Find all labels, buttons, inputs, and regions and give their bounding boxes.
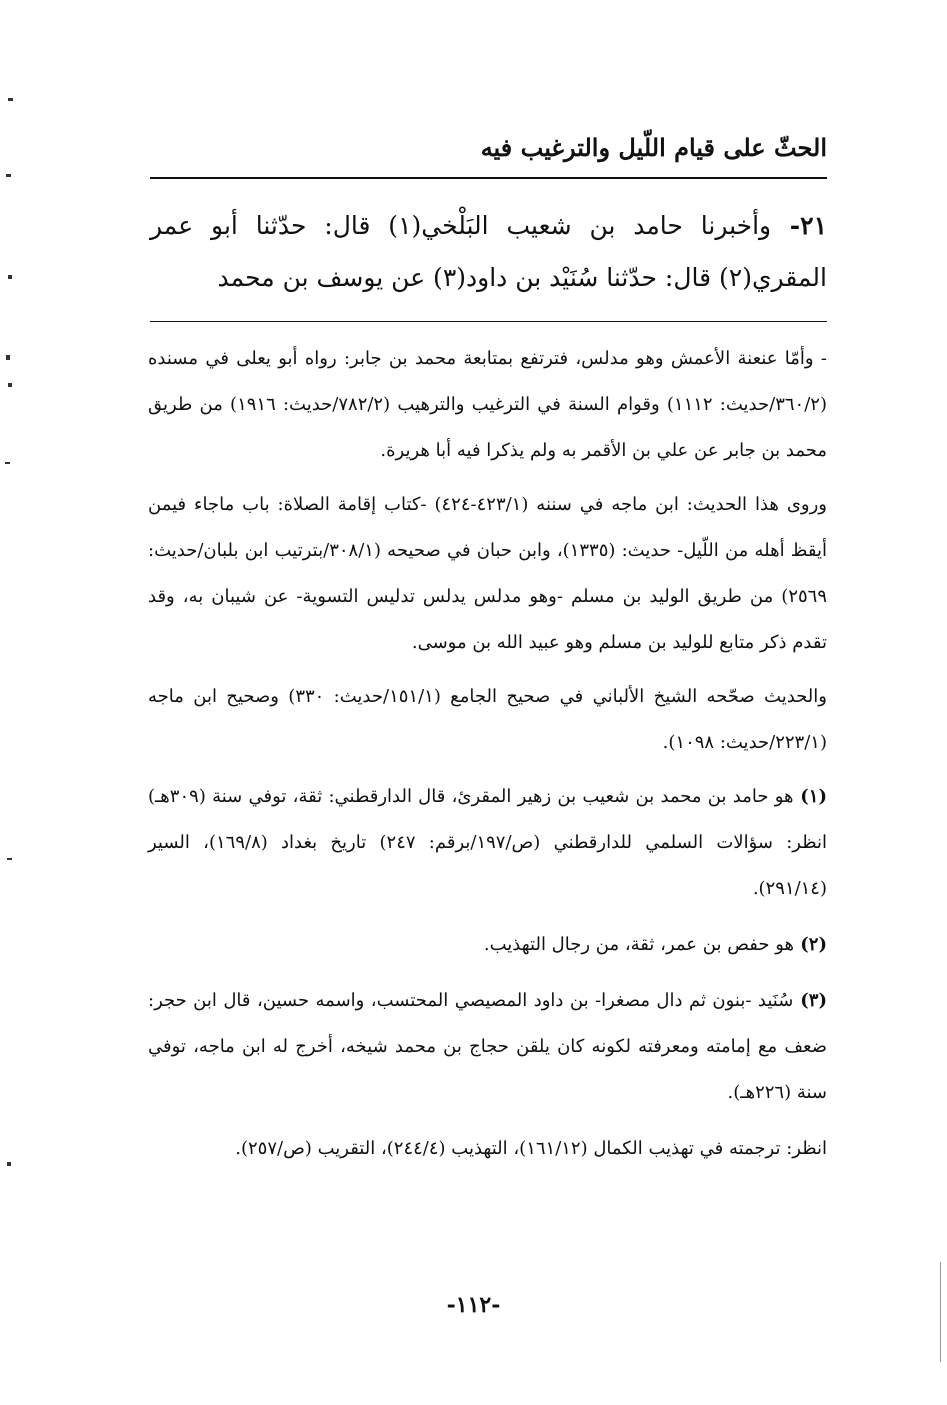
hadith-number: ٢١- [771, 211, 827, 240]
hadith-text [150, 200, 827, 304]
footnotes [148, 336, 827, 1180]
scan-speck [5, 462, 10, 464]
note-paragraph: والحديث صحّحه الشيخ الألباني في صحيح الجامع (١٥١/١/حديث: ٣٣٠) وصحيح ابن ماجه (٢٢٣/١/حديث: ١٠٩٨). [148, 686, 827, 753]
scan-speck [8, 383, 12, 387]
footnote-3-text: سُنَيد -بنون ثم دال مصغرا- بن داود المصيصي المحتسب، واسمه حسين، قال ابن حجر: ضعف مع إمامته ومعرفته لكونه كان يلقن حجاج بن محمد شيخه، أخرج له ابن ماجه، توفي سنة (٢٢٦هـ). [148, 990, 827, 1103]
footnote-2 [148, 922, 827, 968]
scan-speck [6, 174, 11, 177]
footnote-3 [148, 978, 827, 1116]
scan-edge-line [940, 1262, 941, 1362]
footnote-3-references: انظر: ترجمته في تهذيب الكمال (١٦١/١٢)، التهذيب (٢٤٤/٤)، التقريب (ص/٢٥٧). [235, 1138, 827, 1159]
scan-speck [6, 355, 10, 360]
footnote-2-text: هو حفص بن عمر، ثقة، من رجال التهذيب. [483, 934, 794, 955]
running-header [207, 128, 827, 168]
footnote-1-text: هو حامد بن محمد بن شعيب بن زهير المقرئ، قال الدارقطني: ثقة، توفي سنة (٣٠٩هـ) انظر: سؤالات السلمي للدارقطني (ص/١٩٧/برقم: ٢٤٧) تاريخ بغداد (١٦٩/٨)، السير (٢٩١/١٤). [148, 786, 827, 899]
footnote-rule [150, 321, 827, 322]
header-rule [150, 177, 827, 179]
running-header-title: الحثّ على قيام اللّيل والترغيب فيه [480, 133, 827, 162]
note-continuation: - وأمّا عنعنة الأعمش وهو مدلس، فترتفع بمتابعة محمد بن جابر: رواه أبو يعلى في مسنده (٣٦٠/٢/حديث: ١١١٢) وقوام السنة في الترغيب والترهيب (٧٨٢/٢/حديث: ١٩١٦) من طريق محمد بن جابر عن علي بن الأقمر به ولم يذكرا فيه أبا هريرة. [148, 348, 827, 461]
scan-speck [7, 858, 12, 860]
note-paragraph: وروى هذا الحديث: ابن ماجه في سننه (٤٢٣/١-٤٢٤) -كتاب إقامة الصلاة: باب ماجاء فيمن أيقظ أهله من اللّيل- حديث: (١٣٣٥)، وابن حبان في صحيحه (٣٠٨/١/بترتيب ابن بلبان/حديث: ٢٥٦٩) من طريق الوليد بن مسلم -وهو مدلس يدلس تدليس التسوية- عن شيبان به، وقد تقدم ذكر متابع للوليد بن مسلم وهو عبيد الله بن موسى. [148, 494, 828, 653]
scan-speck [7, 1162, 11, 1166]
footnote-2-number: (٢) [794, 934, 827, 955]
footnote-1 [148, 774, 827, 912]
footnote-3-number: (٣) [793, 990, 827, 1011]
footnote-1-number: (١) [793, 786, 827, 807]
scan-speck [8, 98, 13, 101]
hadith-isnad: وأخبرنا حامد بن شعيب البَلْخي(١) قال: حدّثنا أبو عمر المقري(٢) قال: حدّثنا سُنَيْد بن داود(٣) عن يوسف بن محمد [150, 211, 827, 292]
page-number: -١١٢- [446, 1292, 501, 1318]
scan-speck [8, 275, 12, 279]
